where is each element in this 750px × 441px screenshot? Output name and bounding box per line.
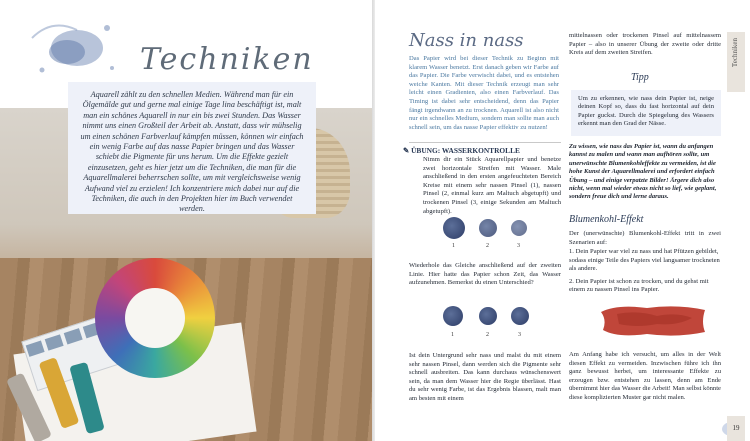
section-intro: Das Papier wird bei dieser Technik zu Beginn mit klarem Wasser benetzt. Erst danach geben wir Farbe auf das Papier. Die Farbe verwischt dabei, und es entstehen weiche Kanten. Mit dieser Technik erzeugt man sehr leicht einen Gradienten, also einen Farbverlauf. Das Timing ist dabei sehr entscheidend, denn das Papier fängt irgendwann an zu trocknen. Aquarell ist also nicht nur ein schnelles Medium, sondern man sollte man auch schnell sein, um das nasse Papier effektiv zu nutzen!	[409, 55, 559, 131]
repeat-text: Wiederhole das Gleiche anschließend auf der zweiten Linie. Hier hatte das Papier schon Zeit, das Wasser aufzunehmen. Bemerkst du einen Unterschied?	[409, 262, 561, 287]
paint-dot	[443, 217, 465, 239]
dot-label: 3	[518, 332, 521, 338]
page-number: 19	[727, 416, 745, 441]
bottom-text: Ist dein Untergrund sehr nass und malst du mit einem sehr nassen Pinsel, dann werden sich die Pigmente sehr schnell ausbreiten. Das kann durchaus wünschenswert sein, da man dem Wasser hier die Regie überlässt. Hast du sehr wenig Farbe, ist das Ergebnis blassen, malt man am besten mit einem	[409, 352, 561, 402]
cauliflower-stroke-image	[597, 302, 709, 340]
side-tab: Techniken	[727, 32, 745, 92]
paint-dot	[443, 306, 463, 326]
section-heading: Nass in nass	[409, 30, 524, 51]
dot-row-2	[423, 302, 543, 342]
cauliflower-intro: Der (unerwünschte) Blumenkohl-Effekt tritt in zwei Szenarien auf:	[569, 230, 721, 246]
dot-label: 2	[486, 243, 489, 249]
tip-heading: Tipp	[631, 72, 649, 83]
exercise-heading: ✎ ÜBUNG: WASSERKONTROLLE	[403, 146, 520, 155]
dot-label: 1	[451, 332, 454, 338]
dot-row-1	[423, 213, 543, 253]
brush-icon: ✎	[403, 146, 410, 155]
intro-box: Aquarell zählt zu den schnellen Medien. Während man für ein Ölgemälde gut und gerne mal einige Tage lina beschäftigt ist, malt man ein schönes Aquarell in nur ein bis zwei Stunden. Das Wasser nimmt uns einen Großteil der Arbeit ab. Anstatt, dass wir mühselig um einen schönen Farbverlauf kämpfen müssen, können wir einfach ein wenig Farbe auf das nasse Papier bringen und das Wasser schiebt die Pigmente für uns herum. Um die Effekte gezielt einzusetzen, geht es hier jetzt um die Techniken, die man für die Aquarellmalerei beherrschen sollte, um mit vergleichsweise wenig Aufwand viel zu erzielen! Ich konzentriere mich dabei nur auf die Techniken, die auch in den Projekten hier im Buch verwendet werden.	[68, 82, 316, 214]
list-item: 1. Dein Papier war viel zu nass und hat Pfützen gebildet, sodass einige Teile des Papiers viel langsamer trockneten als andere.	[569, 248, 720, 273]
paint-dot	[479, 307, 497, 325]
right-page	[375, 0, 750, 441]
subheading: Blumenkohl-Effekt	[569, 214, 644, 225]
divider	[409, 142, 561, 143]
end-text: Am Anfang habe ich versucht, um alles in der Welt diesen Effekt zu vermeiden. Inzwischen führe ich ihn ganz bewusst herbei, um interessante Effekte zu erzeugen bzw. entstehen zu lassen, denn am Ende übernimmt hier das Wasser die Arbeit! Man selbst könnte diese komplizierten Muster gar nicht malen.	[569, 351, 721, 401]
list-item: 2. Dein Papier ist schon zu trocken, und du gehst mit einem zu nassen Pinsel ins Papier.	[569, 277, 709, 294]
watercolor-splash	[22, 8, 127, 88]
dot-label: 3	[517, 243, 520, 249]
column2-top-text: mittelnassen oder trockenen Pinsel auf mittelnassem Papier – also in unserer Übung der zweite oder dritte Kreis auf dem zweiten Streifen.	[569, 32, 721, 57]
tip-text: Um zu erkennen, wie nass dein Papier ist, neige deinen Kopf so, dass du fast horizontal auf dein Papier guckst. Durch die Spiegelung des Wassers erkennt man den Grad der Nässe.	[571, 90, 721, 136]
color-wheel	[95, 258, 215, 378]
dot-label: 2	[486, 332, 489, 338]
exercise-text: Nimm dir ein Stück Aquarellpapier und benetze zwei horizontale Streifen mit Wasser. Male anschließend in den ersten angefeuchteten Bereich Kreise mit einem sehr nassen Pinsel (1), nassen Pinsel (2, einmal kurz am Maltuch abgetupft) und trockenen Pinsel (3, einige Sekunden am Maltuch abgetupft).	[423, 156, 561, 215]
dot-label: 1	[452, 243, 455, 249]
bold-note: Zu wissen, wie nass das Papier ist, wann du anfangen kannst zu malen und wann man aufhören sollte, um unerwünschte Blumenkohleffekte zu vermeiden, ist die hohe Kunst der Aquarellmalerei und erfordert einfach Übung – und einige verpatzte Bilder! Ärgere dich also nicht, wenn mal wieder etwas nicht so lief, wie geplant, sondern freue dich und lerne daraus.	[569, 143, 717, 201]
scenario-list	[569, 248, 721, 295]
paint-dot	[511, 220, 527, 236]
paint-dot	[479, 219, 497, 237]
paint-dot	[511, 307, 529, 325]
page-title: Techniken	[140, 42, 314, 77]
tip-box	[571, 72, 721, 134]
